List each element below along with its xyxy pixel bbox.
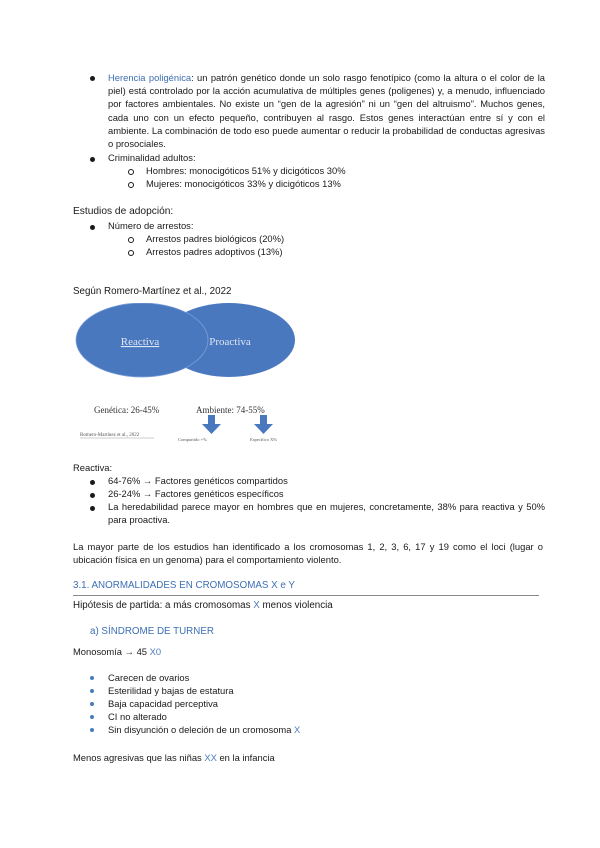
specific-factors: 26-24% → Factores genéticos específicos bbox=[108, 488, 284, 499]
bullet-icon bbox=[90, 702, 94, 706]
reactive-heading: Reactiva: bbox=[73, 462, 113, 473]
bullet-icon bbox=[90, 76, 95, 81]
bullet-icon bbox=[90, 225, 95, 230]
proactive-label: Proactiva bbox=[209, 336, 251, 348]
circle-bullet-icon bbox=[128, 237, 134, 243]
section-title: 3.1. ANORMALIDADES EN CROMOSOMAS X e Y bbox=[73, 580, 295, 591]
venn-diagram bbox=[74, 303, 299, 448]
turner-title: a) SÍNDROME DE TURNER bbox=[90, 626, 214, 637]
section-divider bbox=[73, 595, 539, 596]
turner-item: Baja capacidad perceptiva bbox=[108, 698, 218, 709]
adoptive-parents-stat: Arrestos padres adoptivos (13%) bbox=[146, 246, 283, 257]
down-arrow-icon bbox=[254, 415, 273, 434]
genetic-percent: Genética: 26-45% bbox=[94, 405, 160, 415]
arrests-label: Número de arrestos: bbox=[108, 220, 194, 231]
closing-line: Menos agresivas que las niñas XX en la infancia bbox=[73, 752, 275, 763]
bullet-icon bbox=[90, 715, 94, 719]
adult-crime-label: Criminalidad adultos: bbox=[108, 152, 196, 163]
circle-bullet-icon bbox=[128, 182, 134, 188]
adoption-heading: Estudios de adopción: bbox=[73, 206, 174, 217]
bullet-icon bbox=[90, 728, 94, 732]
down-arrow-icon bbox=[202, 415, 221, 434]
heredity-text: : un patrón genético donde un solo rasgo fenotípico (como la altura o el color de la piel) está controlado por la acción acumulativa de múltiples genes (poligenes) y, a menudo, influenciado por factores ambientales. No existe un “gen de la agresión” ni un “gen del altruismo”. Muchos genes, cada uno con un efecto pequeño, contribuyen al rasgo. Estos genes interactúan entre sí y con el ambiente. La combinación de todo eso puede aumentar o reducir la probabilidad de conductas agresivas o prosociales. bbox=[108, 72, 545, 150]
bullet-icon bbox=[90, 676, 94, 680]
bullet-icon bbox=[90, 506, 95, 511]
turner-item: Esterilidad y bajas de estatura bbox=[108, 685, 234, 696]
bullet-icon bbox=[90, 480, 95, 485]
bullet-icon bbox=[90, 157, 95, 162]
chromosomes-paragraph: La mayor parte de los estudios han identificado a los cromosomas 1, 2, 3, 6, 17 y 19 como el loci (lugar o ubicación física en un genoma) para el comportamiento violento. bbox=[73, 541, 543, 566]
circle-bullet-icon bbox=[128, 169, 134, 175]
women-stat: Mujeres: monocigóticos 33% y dicigóticos 13% bbox=[146, 178, 341, 189]
shared-arrow-label: Compartido +% bbox=[178, 437, 207, 442]
heredity-paragraph bbox=[108, 71, 545, 150]
bullet-icon bbox=[90, 689, 94, 693]
reactive-label: Reactiva bbox=[120, 336, 160, 348]
men-stat: Hombres: monocigóticos 51% y dicigóticos 30% bbox=[146, 165, 346, 176]
source-citation: Según Romero-Martínez et al., 2022 bbox=[73, 286, 232, 297]
heredity-term: Herencia poligénica bbox=[108, 72, 192, 83]
hypothesis-line: Hipótesis de partida: a más cromosomas X menos violencia bbox=[73, 600, 333, 611]
turner-item: CI no alterado bbox=[108, 711, 167, 722]
monosomy-line: Monosomía → 45 X0 bbox=[73, 646, 162, 657]
shared-factors: 64-76% → Factores genéticos compartidos bbox=[108, 475, 288, 486]
heritability-text: La heredabilidad parece mayor en hombres que en mujeres, concretamente, 38% para reactiva y 50% para proactiva. bbox=[108, 501, 545, 526]
circle-bullet-icon bbox=[128, 250, 134, 256]
diagram-citation: Romero-Martínez et al., 2022 bbox=[80, 433, 140, 438]
turner-item: Sin disyunción o deleción de un cromosoma X bbox=[108, 724, 301, 735]
environment-percent: Ambiente: 74-55% bbox=[196, 405, 265, 415]
bio-parents-stat: Arrestos padres biológicos (20%) bbox=[146, 233, 285, 244]
turner-item: Carecen de ovarios bbox=[108, 672, 190, 683]
bullet-icon bbox=[90, 493, 95, 498]
specific-arrow-label: Específico X% bbox=[250, 437, 278, 442]
